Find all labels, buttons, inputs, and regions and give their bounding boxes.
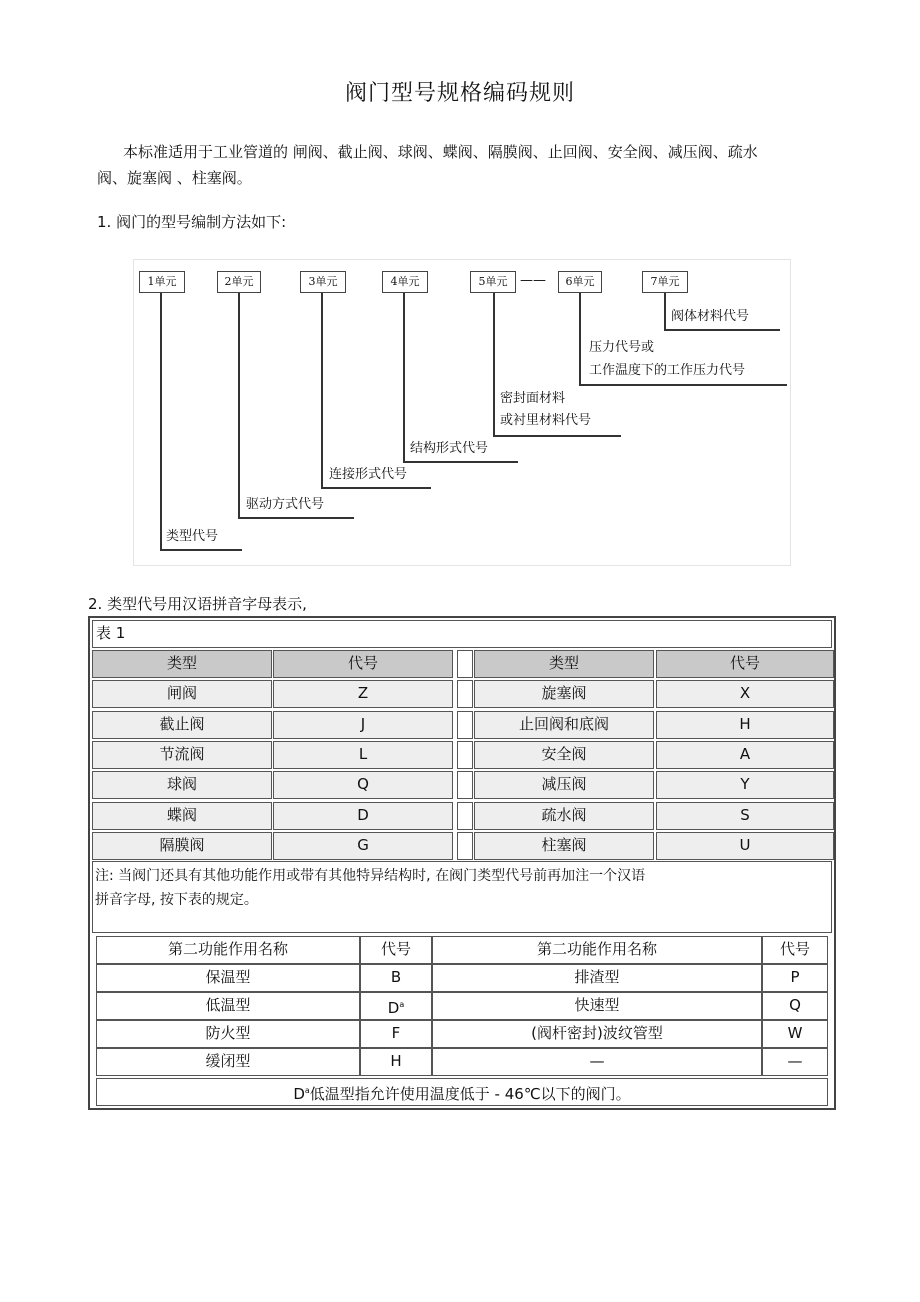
header-type-2: 类型	[474, 650, 654, 678]
type-code-table	[88, 616, 836, 1110]
table2-cell: H	[360, 1048, 432, 1076]
table2-cell: 缓闭型	[96, 1048, 360, 1076]
table-row-code: Q	[273, 771, 453, 799]
table2-cell: P	[762, 964, 828, 992]
underline-4	[403, 461, 518, 463]
table2-cell: $D^a$	[360, 992, 432, 1020]
unit-separator-dash: ——	[520, 273, 546, 288]
footnote-text: 低温型指允许使用温度低于 - 46℃以下的阀门。	[309, 1085, 631, 1103]
table2-cell: Q	[762, 992, 828, 1020]
table-row-code: D	[273, 802, 453, 830]
table2-cell: —	[432, 1048, 762, 1076]
table-row-type: 疏水阀	[474, 802, 654, 830]
table-row-type: 旋塞阀	[474, 680, 654, 708]
label-structure-code: 结构形式代号	[410, 441, 489, 456]
underline-1	[160, 549, 242, 551]
table-row-type: 隔膜阀	[92, 832, 272, 860]
page-title: 阀门型号规格编码规则	[344, 81, 575, 106]
table2-header: 第二功能作用名称	[96, 936, 360, 964]
unit-box-1: 1单元	[139, 271, 185, 293]
note-cell	[92, 861, 832, 933]
unit-box-3: 3单元	[300, 271, 346, 293]
note-line-1: 注: 当阀门还具有其他功能作用或带有其他特异结构时, 在阀门类型代号前再加注一个汉语	[95, 868, 646, 884]
table2-header: 第二功能作用名称	[432, 936, 762, 964]
table2-cell: W	[762, 1020, 828, 1048]
table2-cell: 排渣型	[432, 964, 762, 992]
table-row-code: L	[273, 741, 453, 769]
table-row-type: 闸阀	[92, 680, 272, 708]
table2-cell: B	[360, 964, 432, 992]
table-row-spacer	[457, 711, 473, 739]
table-row-spacer	[457, 771, 473, 799]
table-row-spacer	[457, 680, 473, 708]
leader-line-4	[403, 293, 405, 461]
table2-cell: 防火型	[96, 1020, 360, 1048]
header-type-1: 类型	[92, 650, 272, 678]
table2-header: 代号	[360, 936, 432, 964]
table-row-code: H	[656, 711, 834, 739]
underline-3	[321, 487, 431, 489]
table-caption: 表 1	[92, 620, 832, 648]
table-row-type: 蝶阀	[92, 802, 272, 830]
leader-line-6	[579, 293, 581, 384]
table-row-code: Z	[273, 680, 453, 708]
table-row-spacer	[457, 832, 473, 860]
table2-cell: —	[762, 1048, 828, 1076]
label-pressure-code-2: 工作温度下的工作压力代号	[589, 363, 746, 378]
leader-line-2	[238, 293, 240, 517]
unit-box-5: 5单元	[470, 271, 516, 293]
table-row-code: X	[656, 680, 834, 708]
label-drive-code: 驱动方式代号	[246, 497, 325, 512]
unit-box-6: 6单元	[558, 271, 602, 293]
table-row-type: 球阀	[92, 771, 272, 799]
table2-cell: 快速型	[432, 992, 762, 1020]
underline-5	[493, 435, 621, 437]
table2-cell: F	[360, 1020, 432, 1048]
label-type-code: 类型代号	[166, 529, 219, 544]
label-body-material-code: 阀体材料代号	[671, 309, 750, 324]
label-pressure-code-1: 压力代号或	[589, 340, 655, 355]
underline-7	[664, 329, 780, 331]
table-row-code: Y	[656, 771, 834, 799]
footnote-code: D	[293, 1085, 305, 1103]
leader-line-1	[160, 293, 162, 549]
model-structure-diagram	[133, 259, 791, 566]
unit-box-2: 2单元	[217, 271, 261, 293]
table-row-code: U	[656, 832, 834, 860]
header-code-1: 代号	[273, 650, 453, 678]
leader-line-7	[664, 293, 666, 329]
table-row-code: S	[656, 802, 834, 830]
footnote-row	[96, 1078, 828, 1106]
header-spacer	[457, 650, 473, 678]
underline-6	[579, 384, 787, 386]
section-2-heading: 2. 类型代号用汉语拼音字母表示,	[88, 595, 307, 613]
header-code-2: 代号	[656, 650, 834, 678]
note-line-2: 拼音字母, 按下表的规定。	[95, 892, 258, 908]
label-seal-material-2: 或衬里材料代号	[500, 413, 592, 428]
table2-cell: 低温型	[96, 992, 360, 1020]
table-row-type: 截止阀	[92, 711, 272, 739]
table2-cell: 保温型	[96, 964, 360, 992]
underline-2	[238, 517, 354, 519]
table-row-type: 止回阀和底阀	[474, 711, 654, 739]
label-connection-code: 连接形式代号	[329, 467, 408, 482]
table2-header: 代号	[762, 936, 828, 964]
section-1-heading: 1. 阀门的型号编制方法如下:	[97, 213, 287, 231]
table-row-code: A	[656, 741, 834, 769]
table-row-spacer	[457, 802, 473, 830]
table-row-spacer	[457, 741, 473, 769]
leader-line-3	[321, 293, 323, 487]
low-temp-superscript: a	[399, 1000, 405, 1009]
intro-paragraph: 本标准适用于工业管道的 闸阀、截止阀、球阀、蝶阀、隔膜阀、止回阀、安全阀、减压阀、疏水阀、旋塞阀 、柱塞阀。	[97, 143, 758, 187]
leader-line-5	[493, 293, 495, 435]
table-row-code: J	[273, 711, 453, 739]
footnote-superscript: a	[304, 1086, 310, 1095]
unit-box-7: 7单元	[642, 271, 688, 293]
unit-box-4: 4单元	[382, 271, 428, 293]
table-row-type: 减压阀	[474, 771, 654, 799]
table-row-type: 柱塞阀	[474, 832, 654, 860]
table-row-type: 安全阀	[474, 741, 654, 769]
table2-cell: (阀杆密封)波纹管型	[432, 1020, 762, 1048]
label-seal-material-1: 密封面材料	[500, 391, 566, 406]
table-row-code: G	[273, 832, 453, 860]
table-row-type: 节流阀	[92, 741, 272, 769]
